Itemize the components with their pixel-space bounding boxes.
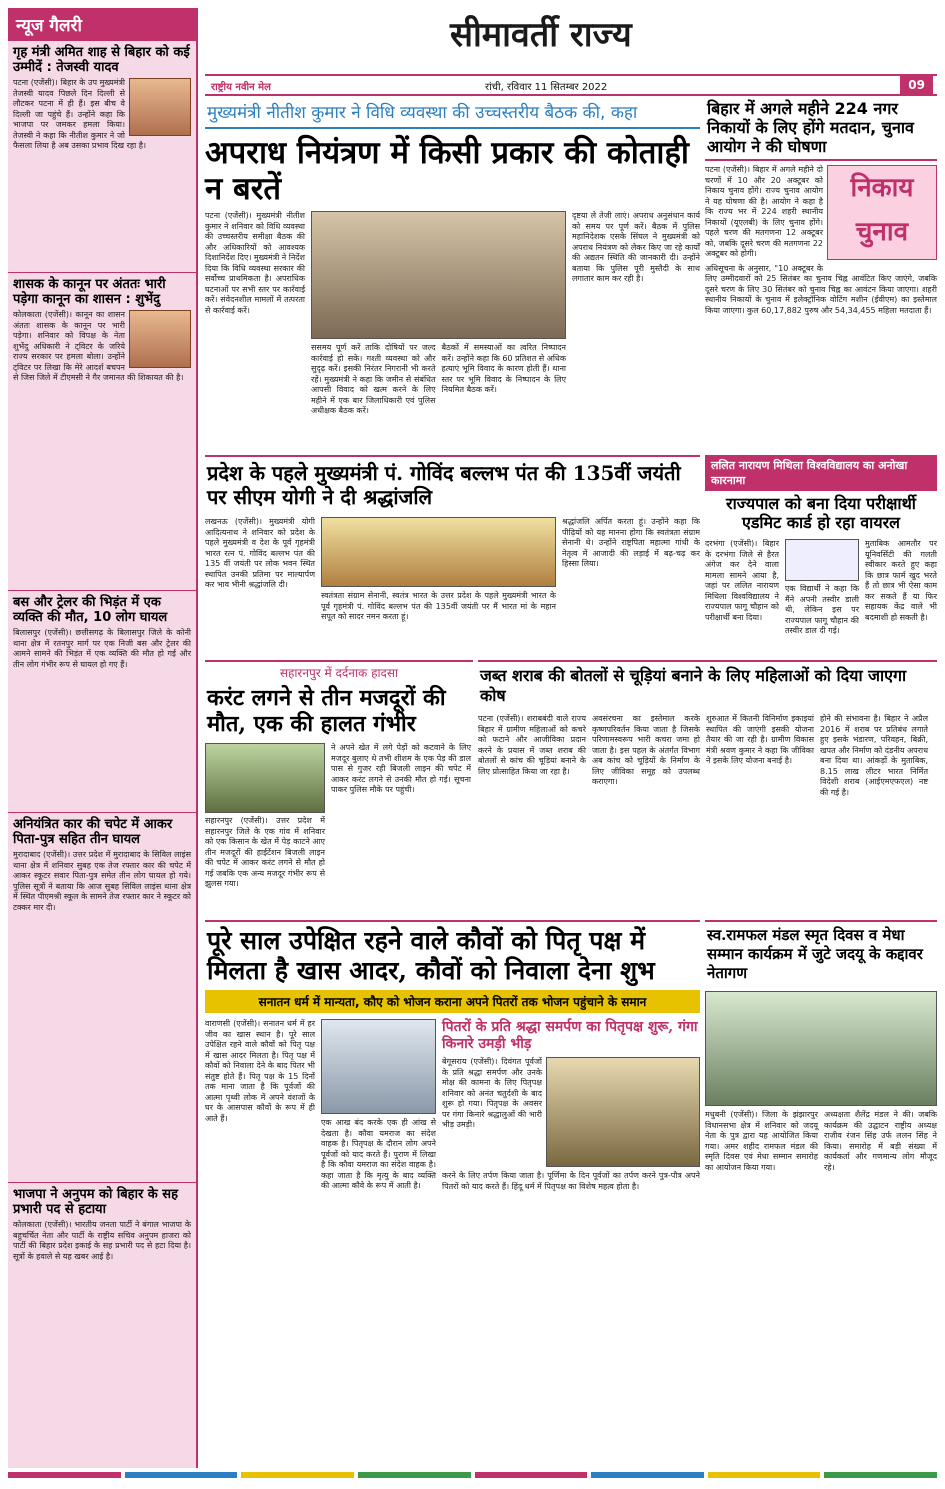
left-story-title: अनियंत्रित कार की चपेट में आकर पिता-पुत्र सहित तीन घायल (13, 817, 173, 847)
footer-swatch (708, 1472, 821, 1478)
admit-card-image (785, 539, 859, 581)
tejashwi-photo (129, 78, 191, 136)
election-badge: निकाय चुनाव (827, 165, 937, 260)
main-col-3: बैठकों में समस्याओं का त्वरित निष्पादन करें। उन्होंने कहा कि 60 प्रतिशत से अधिक हत्याएं भूमि विवाद के कारण होती हैं। थाना स्तर पर भूमि विवाद के निष्पादन के लिए नियमित बैठक करें। (441, 343, 566, 394)
liquor-story (478, 660, 937, 915)
accident-kicker: सहारनपुर में दर्दनाक हादसा (279, 666, 399, 680)
left-story-title: गृह मंत्री अमित शाह से बिहार को कई उम्मीदें : तेजस्वी यादव (13, 45, 190, 75)
left-story-5 (8, 1183, 196, 1468)
left-story-text: कोलकाता (एजेंसी)। भारतीय जनता पार्टी ने बंगाल भाजपा के बहुचर्चित नेता और पार्टी के राष्ट्रीय सचिव अनुपम हाजरा को पार्टी की बिहार प्रदेश इकाई के सह प्रभारी पद से हटा दिया है। सूत्रों के हवाले से यह खबर आई है। (13, 1220, 191, 1261)
crow-text-2: एक आख बंद करके एक ही आंख से देखता है। कौवा यमराज का संदेश वाहक है। पितृपक्ष के दौरान लोग अपने पूर्वजों को याद करते हैं। पुराण में लिखा है कि कौवा यमराज का संदेश वाहक है। कहा जाता है कि मृत्यु के बाद व्यक्ति की आत्मा कौवे के रूप में आती है। (321, 1118, 436, 1190)
liquor-text-4: होने की संभावना है। बिहार ने अप्रैल 2016 में शराब पर प्रतिबंध लगाते हुए इसके भंडारण, परिवहन, बिक्री, खपत और निर्माण को दंडनीय अपराध बना दिया था। आंकड़ों के मुताबिक, 8.15 लाख लीटर भारत निर्मित विदेशी शराब (आईएमएफएल) नष्ट की गई है। (820, 714, 928, 797)
election-text-2: अधिसूचना के अनुसार, "10 अक्टूबर के लिए उम्मीदवारों को 25 सितंबर का चुनाव चिह्न आवंटित किए जाएंगे, जबकि दूसरे चरण के लिए 30 सितंबर को चुनाव चिह्न का आवंटन किया जाएगा। शहरी स्थानीय निकायों के चुनाव में इलेक्ट्रॉनिक वोटिंग मशीन (ईवीएम) का इस्तेमाल किया जाएगा। कुल 60,17,882 पुरुष और 54,34,455 महिला मतदाता हैं। (705, 263, 937, 315)
left-story-4 (8, 813, 196, 1183)
jdu-story (705, 920, 937, 1468)
crow-story (205, 920, 700, 1468)
left-story-text: कोलकाता (एजेंसी)। कानून का शासन अंततः शासक के कानून पर भारी पड़ेगा। शनिवार को विपक्ष के नेता शुभेंदु अधिकारी ने ट्विटर के जरिये राज्य सरकार पर हमला बोला। उन्होंने ट्विटर पर लिखा कि मेरे आदर्श बचपन से जिस जिले में टीएमसी ने गैर जमानत की शिकायत की है। (13, 310, 184, 382)
governor-body (705, 539, 937, 637)
pitru-headline: पितरों के प्रति श्रद्धा समर्पण का पितृपक्ष शुरू, गंगा किनारे उमड़ी भीड़ (442, 1019, 698, 1052)
suvendu-photo (129, 310, 191, 368)
footer-swatch (475, 1472, 588, 1478)
liquor-headline: जब्त शराब की बोतलों से चूड़ियां बनाने के लिए महिलाओं को दिया जाएगा कोष (480, 666, 907, 705)
main-col-1: पटना (एजेंसी)। मुख्यमंत्री नीतीश कुमार ने शनिवार को विधि व्यवस्था की उच्चस्तरीय समीक्षा बैठक की और अधिकारियों को आवश्यक दिशानिर्देश दिए। मुख्यमंत्री ने निर्देश दिया कि विधि व्यवस्था सरकार की सर्वोच्च प्राथमिकता है। अपराधिक घटनाओं पर सभी स्तर पर कार्रवाई करें। संवेदनशील मामलों में तत्परता से कार्रवाई करें। (205, 211, 305, 315)
footer-swatch (125, 1472, 238, 1478)
governor-text-1: दरभंगा (एजेंसी)। बिहार के दरभंगा जिले से हैरत अंगेज कर देने वाला मामला सामने आया है, जहां पर ललित नारायण मिथिला विश्वविद्यालय ने राज्यपाल फागू चौहान को परीक्षार्थी बना दिया। (705, 539, 779, 622)
governor-headline: राज्यपाल को बना दिया परीक्षार्थी एडमिट कार्ड हो रहा वायरल (726, 494, 916, 532)
liquor-text-1: पटना (एजेंसी)। शराबबंदी वाले राज्य बिहार में ग्रामीण महिलाओं को कचरे को फटाने और आजीविका प्रदान करने के प्रयास में जब्त शराब की बोतलों से कांच की चूड़ियां बनाने के लिए प्रोत्साहित किया जा रहा है। (478, 714, 586, 776)
left-story-1 (8, 41, 196, 273)
accident-photo (205, 743, 325, 813)
yogi-text-3: श्रद्धांजलि अर्पित करता हूं। उन्होंने कहा कि पीढ़ियों को यह मानना होगा कि स्वतंत्रता संग्राम सेनानी थे। उन्होंने राष्ट्रपिता महात्मा गांधी के नेतृत्व में आजादी की लड़ाई में बढ़-चढ़ कर हिस्सा लिया। (562, 517, 700, 568)
left-story-text: पटना (एजेंसी)। बिहार के उप मुख्यमंत्री तेजस्वी यादव पिछले दिन दिल्ली से लौटकर पटना में ही हैं। इस बीच वे दिल्ली जा पहुंचे हैं। उन्होंने कहा कि भाजपा पर जमकर हमला किया। तेजस्वी ने कहा कि नीतीश कुमार ने जो फैसला लिया है अब उसका प्रभाव दिख रहा है। (13, 78, 146, 150)
jdu-body (705, 1110, 937, 1173)
crow-body (205, 1019, 700, 1192)
section-title: सीमावर्ती राज्य (450, 15, 632, 55)
footer-swatch (824, 1472, 937, 1478)
left-story-title: भाजपा ने अनुपम को बिहार के सह प्रभारी पद से हटाया (13, 1187, 178, 1217)
left-story-text: बिलासपुर (एजेंसी)। छत्तीसगढ़ के बिलासपुर जिले के कोनी थाना क्षेत्र में रतनपुर मार्ग पर एक निजी बस और ट्रेलर की आमने सामने की भिड़ंत में एक व्यक्ति की मौत हो गई और तीन लोग गंभीर रूप से घायल हो गए हैं। (13, 628, 191, 669)
main-col-2: ससमय पूर्ण करें ताकि दोषियों पर जल्द कार्रवाई हो सके। गश्ती व्यवस्था को और सुदृढ़ करें। इसकी निरंतर निगरानी भी करते रहें। मुख्यमंत्री ने कहा कि जमीन से संबंधित आपसी विवाद को खत्म करने के लिए महीने में एक बार जिलाधिकारी एवं पुलिस अधीक्षक बैठक करें। (311, 343, 436, 415)
footer-color-strip (8, 1472, 937, 1482)
yogi-story (205, 455, 700, 655)
left-story-text: मुरादाबाद (एजेंसी)। उत्तर प्रदेश में मुरादाबाद के सिविल लाइंस थाना क्षेत्र में शनिवार सुबह एक तेज रफ्तार कार की चपेट में आकर स्कूटर सवार पिता-पुत्र समेत तीन लोग घायल हो गये। पुलिस सूत्रों ने बताया कि आज सुबह सिविल लाइंस थाना क्षेत्र में स्थित पीएमश्री स्कूल के सामने तेज रफ्तार कार ने स्कूटर को टक्कर मार दी। (13, 850, 191, 912)
governor-text-3: मुताबिक आमतौर पर यूनिवर्सिटी की गलती स्वीकार करते हुए कहा कि छात्र फार्म खुद भरते हैं तो छात्र भी ऐसा काम कर सकते हैं या फिर सहायक केंद्र वाले भी बदमाशी हो सकती है। (865, 539, 937, 622)
crow-middle (321, 1019, 436, 1192)
governor-middle (785, 539, 859, 637)
crow-text-1: वाराणसी (एजेंसी)। सनातन धर्म में हर जीव का खास स्थान है। पूरे साल उपेक्षित रहने वाले कौवों को पितृ पक्ष में खास आदर मिलता है। पितृ पक्ष में कौवों को निवाला देने के बाद पितर भी संतुष्ट होते हैं। पितृ पक्ष के 15 दिनों तक माना जाता है कि पूर्वजों की आत्मा पृथ्वी लोक में अपने वंशजों के घर के आसपास कौवों के रूप में ही आते हैं। (205, 1019, 315, 1123)
footer-swatch (8, 1472, 121, 1478)
main-story (205, 96, 700, 451)
governor-kicker: ललित नारायण मिथिला विश्वविद्यालय का अनोखा कारनामा (705, 455, 937, 491)
main-col-4: दृष्टया ले तेजी लाएं। अपराध अनुसंधान कार्य को समय पर पूर्ण करें। बैठक में पुलिस महानिदेशक एसके सिंघल ने मुख्यमंत्री को अपराध नियंत्रण को लेकर किए जा रहे कार्यों की अद्यतन स्थिति की जानकारी दी। उन्होंने बताया कि पुलिस पूरी मुस्तैदी के साथ लगातार काम कर रही है। (572, 211, 700, 283)
crow-text-3: बेगूसराय (एजेंसी)। दिवंगत पूर्वजों के प्रति श्रद्धा समर्पण और उनके मोक्ष की कामना के लिए पितृपक्ष शनिवार को अनंत चतुर्दशी के बाद शुरू हो गया। पितृपक्ष के अवसर पर गंगा किनारे श्रद्धालुओं की भारी भीड़ उमड़ी। (442, 1057, 542, 1129)
footer-swatch (358, 1472, 471, 1478)
crow-text-4: करने के लिए तर्पण किया जाता है। पूर्णिमा के दिन पूर्वजों का तर्पण करने पुत्र-पौत्र अपने पितरों को याद करते हैं। हिंदू धर्म में पितृपक्ष का विशेष महत्व होता है। (442, 1171, 700, 1191)
masthead-bar (205, 74, 937, 96)
brand-name: राष्ट्रीय नवीन मेल (211, 82, 271, 93)
yogi-body (205, 517, 700, 623)
yogi-headline: प्रदेश के पहले मुख्यमंत्री पं. गोविंद बल्लभ पंत की 135वीं जयंती पर सीएम योगी ने दी श्रद्धांजलि (207, 461, 681, 509)
footer-swatch (591, 1472, 704, 1478)
accident-text-2: ने अपने खेत में लगे पेड़ों को कटवाने के लिए मजदूर बुलाए थे तभी शीशम के एक पेड़ की डाल पास से गुजर रही बिजली लाइन की चपेट में आकर करंट लगने से उनकी मौत हो गई। सूचना पाकर पुलिस मौके पर पहुंची। (331, 743, 471, 794)
election-headline: बिहार में अगले महीने 224 नगर निकायों के लिए होंगे मतदान, चुनाव आयोग ने की घोषणा (705, 96, 937, 161)
liquor-body (478, 714, 937, 798)
yogi-middle (321, 517, 556, 623)
left-story-title: शासक के कानून पर अंततः भारी पड़ेगा कानून का शासन : शुभेंदु (13, 277, 166, 307)
jdu-text-1: मधुबनी (एजेंसी)। जिला के झंझारपुर विधानसभा क्षेत्र में शनिवार को जदयू नेता के पुत्र द्वारा यह आयोजित किया गया। अमर शहीद रामफल मंडल की स्मृति दिवस एवं मेधा सम्मान समारोह का आयोजन किया गया। (705, 1110, 818, 1172)
accident-text-1: सहारनपुर (एजेंसी)। उत्तर प्रदेश में सहारनपुर जिले के एक गांव में शनिवार को एक किसान के खेत में पेड़ काटने आए तीन मजदूरों की हाईटेंशन बिजली लाइन की चपेट में आकर करंट लगने से मौत हो गई जबकि एक अन्य मजदूर गंभीर रूप से झुलस गया। (205, 816, 325, 888)
main-headline: अपराध नियंत्रण में किसी प्रकार की कोताही न बरतें (205, 135, 689, 207)
ganga-photo (546, 1057, 700, 1167)
liquor-text-2: अवसंरचना का इस्तेमाल करके कृष्णपरिवर्तन किया जाता है जिसके परिणामस्वरूप भारी कचरा जमा हो जाता है। इस पहल के अंतर्गत विभाग अब कांच को चूड़ियों के निर्माण के लिए जीविका समूह को उपलब्ध कराएगा। (592, 714, 700, 786)
masthead (205, 8, 937, 93)
yogi-text-2: स्वतंत्रता संग्राम सेनानी, स्वतंत्र भारत के उत्तर प्रदेश के पहले मुख्यमंत्री भारत के पूर्व गृहमंत्री पं. गोविंद बल्लभ पंत की 135वीं जयंती पर मैं भारत मां के महान सपूत को सादर नमन करता हूं। (321, 591, 556, 621)
crow-subhead: सनातन धर्म में मान्यता, कौए को भोजन कराना अपने पितरों तक भोजन पहुंचाने के समान (205, 990, 700, 1013)
left-story-2 (8, 273, 196, 591)
governor-text-2: एक विद्यार्थी ने कहा कि मैंने अपनी तस्वीर डाली थी, लेकिन इस पर राज्यपाल फागू चौहान की तस्वीर डाल दी गई। (785, 584, 859, 635)
footer-swatch (241, 1472, 354, 1478)
main-kicker: मुख्यमंत्री नीतीश कुमार ने विधि व्यवस्था की उच्चस्तरीय बैठक की, कहा (205, 96, 700, 129)
yogi-text-1: लखनऊ (एजेंसी)। मुख्यमंत्री योगी आदित्यनाथ ने शनिवार को प्रदेश के पहले मुख्यमंत्री व देश के पूर्व गृहमंत्री भारत रत्न पं. गोविंद बल्लभ पंत की 135 वीं जयंती पर लोक भवन स्थित स्थापित उनकी प्रतिमा पर माल्यार्पण कर भाव भीनी श्रद्धांजलि दी। (205, 517, 315, 589)
jdu-headline: स्व.रामफल मंडल स्मृत दिवस व मेधा सम्मान कार्यक्रम में जुटे जदयू के कद्दावर नेतागण (707, 926, 923, 982)
election-text-1: पटना (एजेंसी)। बिहार में अगले महीने दो चरणों में 10 और 20 अक्टूबर को निकाय चुनाव होंगे। राज्य चुनाव आयोग ने यह घोषणा की है। आयोग ने कहा है कि राज्य भर में 224 शहरी स्थानीय निकायों (यूएलबी) के लिए चुनाव होंगे। पहले चरण की मतगणना 12 अक्टूबर को, जबकि दूसरे चरण की मतगणना 22 अक्टूबर को होगी। (705, 165, 823, 258)
main-body (205, 211, 700, 463)
page-number: 09 (900, 76, 933, 94)
main-middle-cols (311, 343, 566, 417)
main-middle (311, 211, 566, 463)
accident-left (205, 743, 325, 890)
municipal-election-story (705, 96, 937, 451)
edition-date: रांची, रविवार 11 सितम्बर 2022 (485, 82, 608, 93)
tribute-photo (321, 517, 556, 587)
liquor-text-3: शुरुआत में कितनी विनिर्माण इकाइयां स्थापित की जाएंगी इसकी योजना तैयार की जा रही है। ग्रामीण विकास मंत्री श्रवण कुमार ने कहा कि जीविका ने इसके लिए योजना बनाई है। (706, 714, 814, 765)
jdu-event-photo (705, 991, 937, 1106)
pitru-top (442, 1057, 700, 1167)
news-gallery-header: न्यूज गैलरी (8, 8, 196, 41)
jdu-text-2: अध्यक्षता शैलेंद्र मंडल ने की। जबकि कार्यक्रम की उद्घाटन राष्ट्रीय अध्यक्ष राजीव रंजन सिंह उर्फ ललन सिंह ने किया। समारोह में बड़ी संख्या में कार्यकर्ता और गणमान्य लोग मौजूद रहे। (824, 1110, 937, 1172)
meeting-photo (311, 211, 566, 339)
governor-story (705, 455, 937, 655)
accident-story (205, 660, 473, 915)
accident-headline: करंट लगने से तीन मजदूरों की मौत, एक की हालत गंभीर (207, 685, 446, 737)
crow-photo (321, 1019, 436, 1114)
left-story-title: बस और ट्रेलर की भिड़ंत में एक व्यक्ति की मौत, 10 लोग घायल (13, 595, 168, 625)
pitru-paksha-story (442, 1019, 700, 1192)
crow-headline: पूरे साल उपेक्षित रहने वाले कौवों को पितृ पक्ष में मिलता है खास आदर, कौवों को निवाला देना शुभ (207, 926, 655, 985)
accident-body (205, 743, 473, 890)
left-story-3 (8, 591, 196, 813)
news-gallery-column (8, 8, 198, 1468)
